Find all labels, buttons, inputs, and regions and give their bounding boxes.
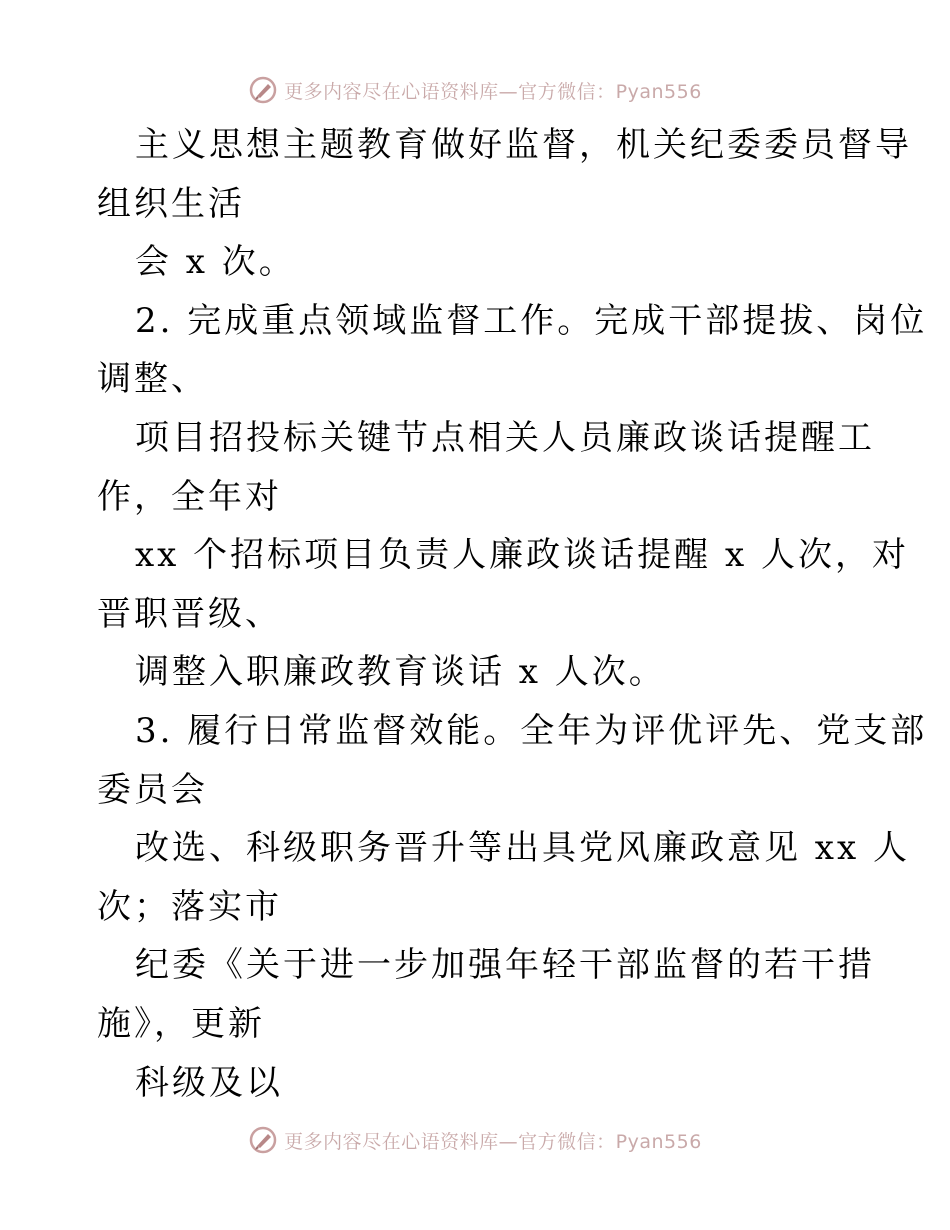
text-line: 调整、 — [97, 359, 208, 400]
text-line: 科级及以 — [135, 1062, 283, 1103]
document-body — [97, 116, 928, 1112]
header-watermark — [0, 72, 950, 108]
pen-nib-logo-icon — [248, 1125, 278, 1155]
text-line: 项目招投标关键节点相关人员廉政谈话提醒工 — [135, 417, 875, 458]
text-line: 3. 履行日常监督效能。全年为评优评先、党支部 — [135, 710, 928, 751]
text-line: xx 个招标项目负责人廉政谈话提醒 x 人次，对 — [135, 535, 909, 576]
text-line: 调整入职廉政教育谈话 x 人次。 — [135, 652, 666, 693]
text-line: 次；落实市 — [97, 886, 282, 927]
text-line: 作，全年对 — [97, 476, 282, 517]
footer-watermark — [0, 1122, 950, 1158]
text-line: 晋职晋级、 — [97, 593, 282, 634]
text-line: 2. 完成重点领域监督工作。完成干部提拔、岗位 — [135, 300, 928, 341]
text-line: 委员会 — [97, 769, 208, 810]
text-line: 会 x 次。 — [135, 242, 296, 283]
text-line: 改选、科级职务晋升等出具党风廉政意见 xx 人 — [135, 828, 910, 869]
watermark-text: 更多内容尽在心语资料库—官方微信：Pyan556 — [284, 1130, 702, 1153]
text-line: 组织生活 — [97, 183, 245, 224]
text-line: 主义思想主题教育做好监督，机关纪委委员督导 — [135, 125, 912, 165]
watermark-text: 更多内容尽在心语资料库—官方微信：Pyan556 — [284, 80, 702, 103]
text-line: 施》，更新 — [97, 1003, 265, 1044]
pen-nib-logo-icon — [248, 75, 278, 105]
text-line: 纪委《关于进一步加强年轻干部监督的若干措 — [135, 945, 875, 986]
